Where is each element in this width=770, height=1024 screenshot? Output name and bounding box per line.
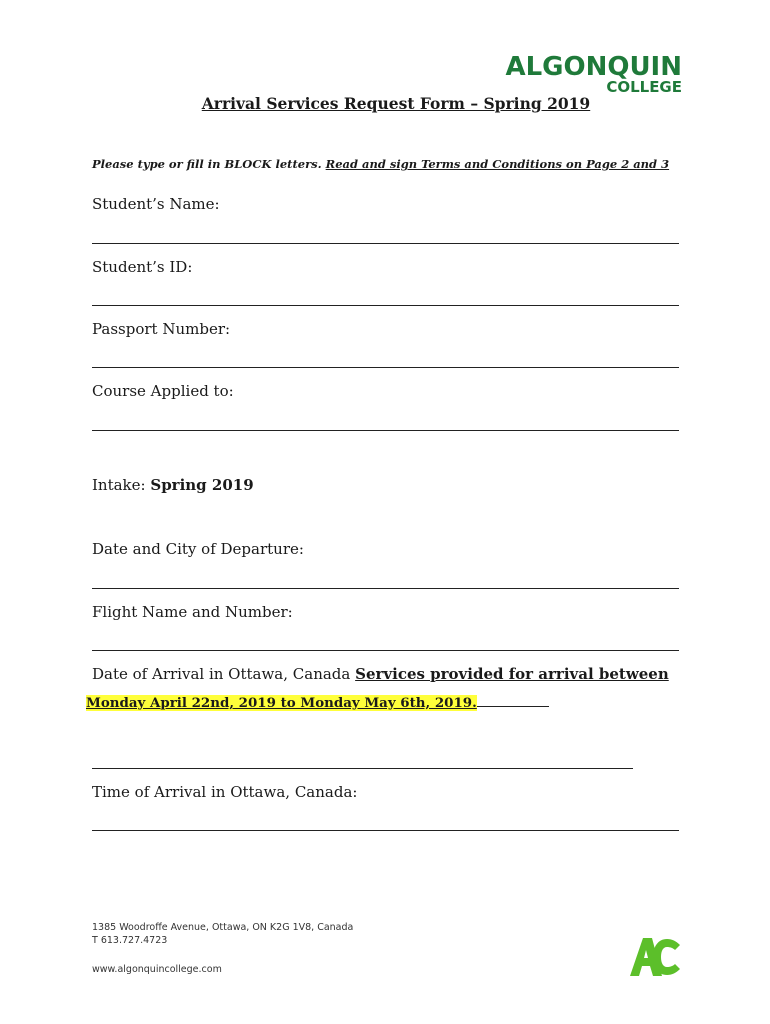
terms-notice: Read and sign Terms and Conditions on Page 2 and 3 — [325, 157, 670, 171]
ac-logo-mark — [630, 938, 680, 976]
college-address — [92, 921, 353, 947]
departure-label: Date and City of Departure: — [92, 540, 304, 558]
intake-row — [92, 476, 254, 494]
arrival-window-note: Services provided for arrival between — [355, 665, 669, 683]
arrival-time-field[interactable] — [92, 830, 679, 831]
passport-field[interactable] — [92, 367, 679, 368]
intake-label: Intake: — [92, 476, 151, 494]
departure-field[interactable] — [92, 588, 679, 589]
student-id-field[interactable] — [92, 305, 679, 306]
logo-wordmark: ALGONQUIN — [505, 52, 682, 82]
intake-value: Spring 2019 — [150, 476, 254, 494]
student-id-label: Student’s ID: — [92, 258, 193, 276]
student-name-label: Student’s Name: — [92, 195, 220, 213]
phone-line: T 613.727.4723 — [92, 935, 168, 946]
passport-label: Passport Number: — [92, 320, 231, 338]
course-field[interactable] — [92, 430, 679, 431]
arrival-range-row — [86, 694, 549, 711]
arrival-range-blank[interactable] — [477, 694, 549, 707]
address-line: 1385 Woodroffe Avenue, Ottawa, ON K2G 1V8, Canada — [92, 922, 354, 933]
form-instructions — [92, 157, 669, 171]
arrival-range-highlight: Monday April 22nd, 2019 to Monday May 6th, 2019. — [86, 695, 477, 711]
flight-label: Flight Name and Number: — [92, 603, 293, 621]
college-logo — [500, 54, 682, 96]
college-website: www.algonquincollege.com — [92, 964, 222, 975]
instructions-text: Please type or fill in BLOCK letters. — [92, 157, 326, 171]
logo-subtitle: COLLEGE — [606, 78, 682, 96]
arrival-time-label: Time of Arrival in Ottawa, Canada: — [92, 783, 358, 801]
course-label: Course Applied to: — [92, 382, 234, 400]
arrival-date-field[interactable] — [92, 768, 633, 769]
arrival-date-label: Date of Arrival in Ottawa, Canada — [92, 665, 356, 683]
student-name-field[interactable] — [92, 243, 679, 244]
flight-field[interactable] — [92, 650, 679, 651]
arrival-date-row — [92, 665, 669, 683]
form-title: Arrival Services Request Form – Spring 2019 — [201, 94, 591, 113]
